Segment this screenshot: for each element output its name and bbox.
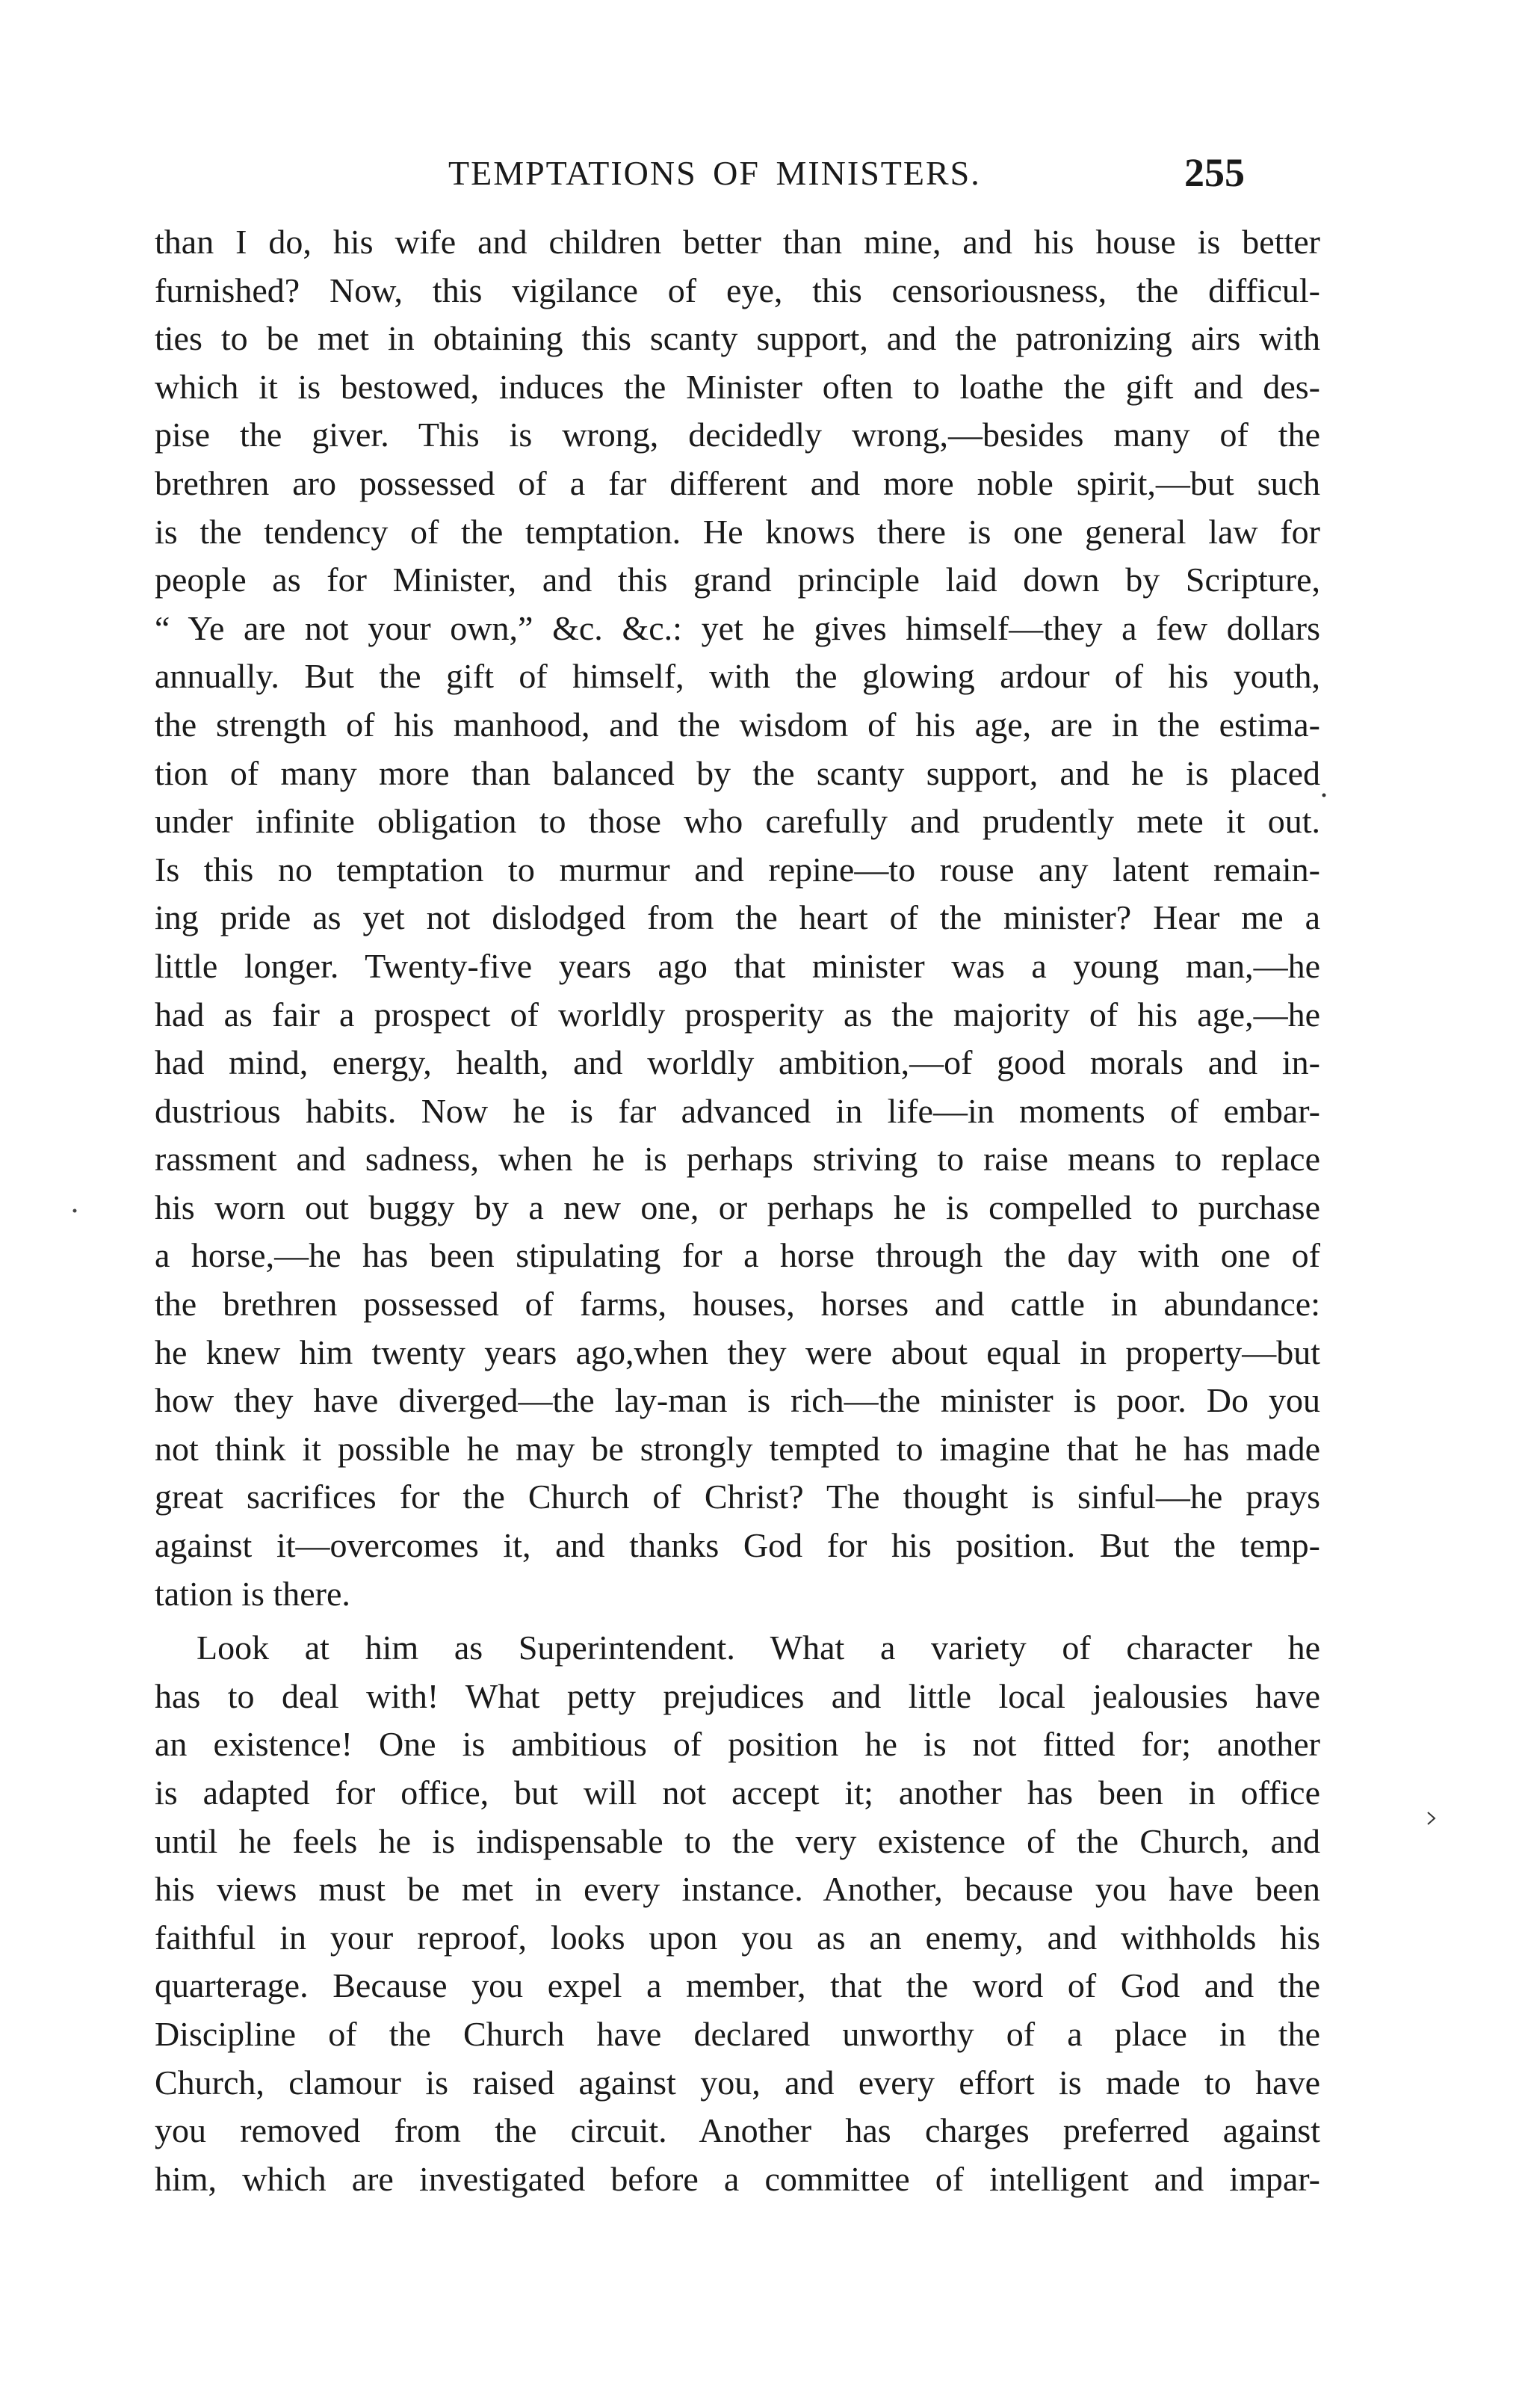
text-line: ties to be met in obtaining this scanty support, and the patronizing airs with	[155, 319, 1320, 358]
text-line: rassment and sadness, when he is perhaps striving to raise means to replace	[155, 1140, 1320, 1179]
text-line: great sacrifices for the Church of Christ? The thought is sinful—he prays	[155, 1478, 1320, 1516]
text-line: Is this no temptation to murmur and repine—to rouse any latent remain-	[155, 850, 1320, 889]
text-line: under infinite obligation to those who carefully and prudently mete it out.	[155, 802, 1320, 841]
text-line: the strength of his manhood, and the wisdom of his age, are in the estima-	[155, 705, 1320, 744]
text-line: the brethren possessed of farms, houses, horses and cattle in abundance:	[155, 1285, 1320, 1324]
text-line: an existence! One is ambitious of position he is not fitted for; another	[155, 1725, 1320, 1764]
text-line: quarterage. Because you expel a member, that the word of God and the	[155, 1966, 1320, 2005]
text-line: his views must be met in every instance. Another, because you have been	[155, 1870, 1320, 1909]
text-line: pise the giver. This is wrong, decidedly wrong,—besides many of the	[155, 416, 1320, 454]
margin-chevron-mark	[1426, 1810, 1438, 1827]
text-line: Discipline of the Church have declared unworthy of a place in the	[155, 2014, 1320, 2053]
page-number: 255	[1184, 150, 1245, 195]
text-line: annually. But the gift of himself, with the glowing ardour of his youth,	[155, 657, 1320, 696]
text-line: furnished? Now, this vigilance of eye, this censoriousness, the difficul-	[155, 271, 1320, 309]
text-line: is adapted for office, but will not accept it; another has been in office	[155, 1773, 1320, 1812]
text-line: which it is bestowed, induces the Minister often to loathe the gift and des-	[155, 367, 1320, 406]
body-text	[155, 218, 1320, 2203]
text-line: has to deal with! What petty prejudices and little local jealousies have	[155, 1676, 1320, 1715]
text-line: tation is there.	[155, 1574, 350, 1613]
text-line: people as for Minister, and this grand principle laid down by Scripture,	[155, 561, 1320, 599]
text-line: had as fair a prospect of worldly prosperity as the majority of his age,—he	[155, 995, 1320, 1034]
text-line: against it—overcomes it, and thanks God for his position. But the temp-	[155, 1526, 1320, 1565]
text-line: Look at him as Superintendent. What a variety of character he	[197, 1629, 1320, 1667]
text-line: had mind, energy, health, and worldly ambition,—of good morals and in-	[155, 1043, 1320, 1082]
running-head: TEMPTATIONS OF MINISTERS.	[448, 154, 981, 192]
paragraph-2	[155, 1624, 1320, 2203]
text-line: him, which are investigated before a committee of intelligent and impar-	[155, 2159, 1320, 2198]
text-line: brethren aro possessed of a far different and more noble spirit,—but such	[155, 463, 1320, 502]
text-line: ing pride as yet not dislodged from the heart of the minister? Hear me a	[155, 898, 1320, 937]
text-line: how they have diverged—the lay-man is rich—the minister is poor. Do you	[155, 1381, 1320, 1420]
text-line: little longer. Twenty-five years ago that minister was a young man,—he	[155, 946, 1320, 985]
text-line: than I do, his wife and children better than mine, and his house is better	[155, 223, 1320, 261]
text-line: until he feels he is indispensable to the very existence of the Church, and	[155, 1821, 1320, 1860]
text-line: not think it possible he may be strongly tempted to imagine that he has made	[155, 1429, 1320, 1468]
text-line: a horse,—he has been stipulating for a horse through the day with one of	[155, 1236, 1320, 1275]
text-line: he knew him twenty years ago,when they were about equal in property—but	[155, 1333, 1320, 1371]
text-line: Church, clamour is raised against you, and every effort is made to have	[155, 2063, 1320, 2102]
text-line: dustrious habits. Now he is far advanced in life—in moments of embar-	[155, 1091, 1320, 1130]
text-line: you removed from the circuit. Another has charges preferred against	[155, 2111, 1320, 2150]
paragraph-1	[155, 218, 1320, 1618]
text-line: “ Ye are not your own,” &c. &c.: yet he gives himself—they a few dollars	[155, 608, 1320, 647]
margin-tick-mark	[72, 1207, 78, 1214]
text-line: his worn out buggy by a new one, or perhaps he is compelled to purchase	[155, 1188, 1320, 1226]
text-line: tion of many more than balanced by the scanty support, and he is placed	[155, 753, 1320, 792]
margin-dot-mark	[1321, 792, 1327, 798]
text-line: is the tendency of the temptation. He knows there is one general law for	[155, 512, 1320, 551]
text-line: faithful in your reproof, looks upon you as an enemy, and withholds his	[155, 1918, 1320, 1957]
